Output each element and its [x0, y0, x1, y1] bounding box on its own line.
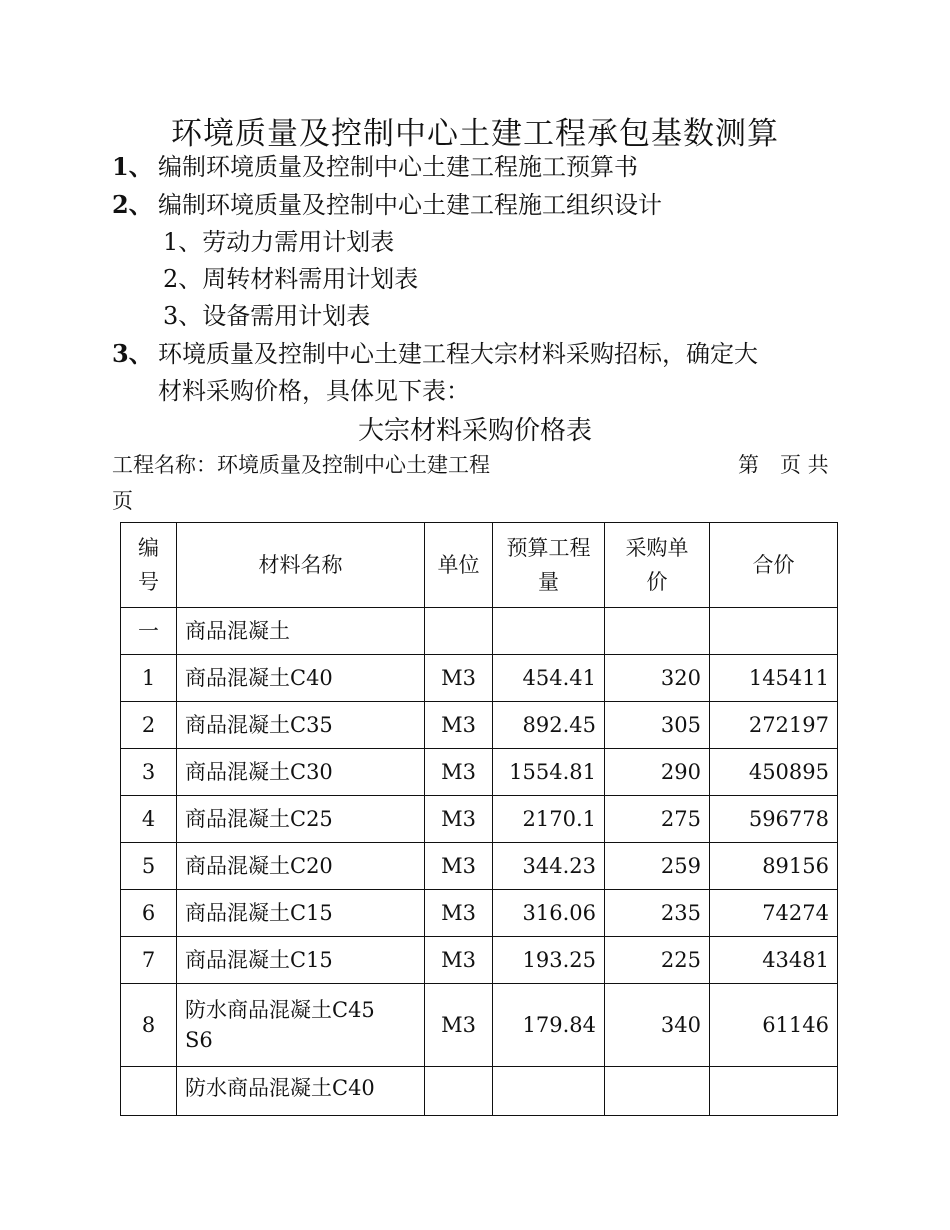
- cell-no: 8: [121, 984, 177, 1067]
- sub-item-2: 2、周转材料需用计划表: [163, 265, 419, 293]
- cell-no: [121, 1067, 177, 1116]
- cell-material-name: 商品混凝土C15: [177, 890, 425, 937]
- cell-quantity: [493, 1067, 605, 1116]
- list-item-2: [112, 190, 662, 220]
- cell-unit-price: [605, 608, 710, 655]
- list-item-text: 环境质量及控制中心土建工程大宗材料采购招标，确定大: [158, 340, 758, 368]
- header-quantity: 预算工程 量: [493, 523, 605, 608]
- cell-unit-price: 275: [605, 796, 710, 843]
- table-row: [121, 702, 838, 749]
- project-name-label: 工程名称：环境质量及控制中心土建工程: [112, 453, 490, 477]
- cell-total: [710, 608, 838, 655]
- material-price-table: [120, 522, 838, 1116]
- cell-total: 596778: [710, 796, 838, 843]
- list-item-number: 2、: [112, 190, 153, 219]
- page-count-label-wrap: 页: [112, 489, 133, 513]
- table-row-partial: [121, 1067, 838, 1116]
- cell-unit-price: 305: [605, 702, 710, 749]
- cell-quantity: [493, 608, 605, 655]
- cell-no: 1: [121, 655, 177, 702]
- page-cut-mask: [0, 1117, 950, 1230]
- cell-no: 2: [121, 702, 177, 749]
- header-unit: 单位: [425, 523, 493, 608]
- cell-quantity: 344.23: [493, 843, 605, 890]
- cell-total: 43481: [710, 937, 838, 984]
- sub-item-1: 1、劳动力需用计划表: [163, 228, 395, 256]
- cell-no: 6: [121, 890, 177, 937]
- cell-material-name: 商品混凝土C35: [177, 702, 425, 749]
- cell-material-name: 商品混凝土: [177, 608, 425, 655]
- cell-quantity: 316.06: [493, 890, 605, 937]
- header-total: 合价: [710, 523, 838, 608]
- cell-total: 74274: [710, 890, 838, 937]
- list-item-1: [112, 152, 638, 182]
- cell-material-name: 商品混凝土C25: [177, 796, 425, 843]
- header-unit-price: 采购单 价: [605, 523, 710, 608]
- table-row: [121, 796, 838, 843]
- list-item-3-continuation: 材料采购价格，具体见下表：: [158, 377, 470, 405]
- cell-material-name: 防水商品混凝土C45 S6: [177, 984, 425, 1067]
- list-item-number: 3、: [112, 339, 153, 368]
- cell-unit: [425, 608, 493, 655]
- cell-no: 7: [121, 937, 177, 984]
- table-header-row: [121, 523, 838, 608]
- header-material-name: 材料名称: [177, 523, 425, 608]
- cell-total: [710, 1067, 838, 1116]
- cell-unit-price: 225: [605, 937, 710, 984]
- header-no: 编 号: [121, 523, 177, 608]
- cell-unit-price: [605, 1067, 710, 1116]
- cell-unit: M3: [425, 984, 493, 1067]
- cell-no: 5: [121, 843, 177, 890]
- cell-material-name: 商品混凝土C30: [177, 749, 425, 796]
- table-title: 大宗材料采购价格表: [357, 416, 592, 446]
- cell-total: 61146: [710, 984, 838, 1067]
- cell-no: 一: [121, 608, 177, 655]
- cell-material-name: 防水商品混凝土C40: [177, 1067, 425, 1116]
- cell-quantity: 1554.81: [493, 749, 605, 796]
- sub-item-3: 3、设备需用计划表: [163, 302, 371, 330]
- cell-unit-price: 259: [605, 843, 710, 890]
- document-title: 环境质量及控制中心土建工程承包基数测算: [171, 116, 779, 152]
- cell-total: 450895: [710, 749, 838, 796]
- cell-unit-price: 340: [605, 984, 710, 1067]
- cell-total: 145411: [710, 655, 838, 702]
- table-row: [121, 984, 838, 1067]
- table-row: [121, 608, 838, 655]
- table-row: [121, 843, 838, 890]
- cell-quantity: 2170.1: [493, 796, 605, 843]
- cell-no: 3: [121, 749, 177, 796]
- cell-unit-price: 320: [605, 655, 710, 702]
- cell-unit: [425, 1067, 493, 1116]
- cell-unit: M3: [425, 796, 493, 843]
- list-item-text: 编制环境质量及控制中心土建工程施工预算书: [158, 153, 638, 181]
- cell-total: 89156: [710, 843, 838, 890]
- cell-quantity: 454.41: [493, 655, 605, 702]
- cell-unit: M3: [425, 843, 493, 890]
- cell-total: 272197: [710, 702, 838, 749]
- table-row: [121, 655, 838, 702]
- cell-unit: M3: [425, 702, 493, 749]
- cell-material-name: 商品混凝土C40: [177, 655, 425, 702]
- cell-quantity: 179.84: [493, 984, 605, 1067]
- cell-unit-price: 235: [605, 890, 710, 937]
- table-row: [121, 937, 838, 984]
- cell-quantity: 193.25: [493, 937, 605, 984]
- cell-unit: M3: [425, 890, 493, 937]
- table-row: [121, 890, 838, 937]
- cell-material-name: 商品混凝土C20: [177, 843, 425, 890]
- cell-no: 4: [121, 796, 177, 843]
- cell-unit: M3: [425, 749, 493, 796]
- cell-unit-price: 290: [605, 749, 710, 796]
- page-count-label: 第 页 共: [738, 453, 829, 477]
- cell-unit: M3: [425, 655, 493, 702]
- cell-material-name: 商品混凝土C15: [177, 937, 425, 984]
- list-item-text: 编制环境质量及控制中心土建工程施工组织设计: [158, 191, 662, 219]
- cell-quantity: 892.45: [493, 702, 605, 749]
- table-row: [121, 749, 838, 796]
- cell-unit: M3: [425, 937, 493, 984]
- list-item-3: [112, 339, 758, 369]
- list-item-number: 1、: [112, 152, 153, 181]
